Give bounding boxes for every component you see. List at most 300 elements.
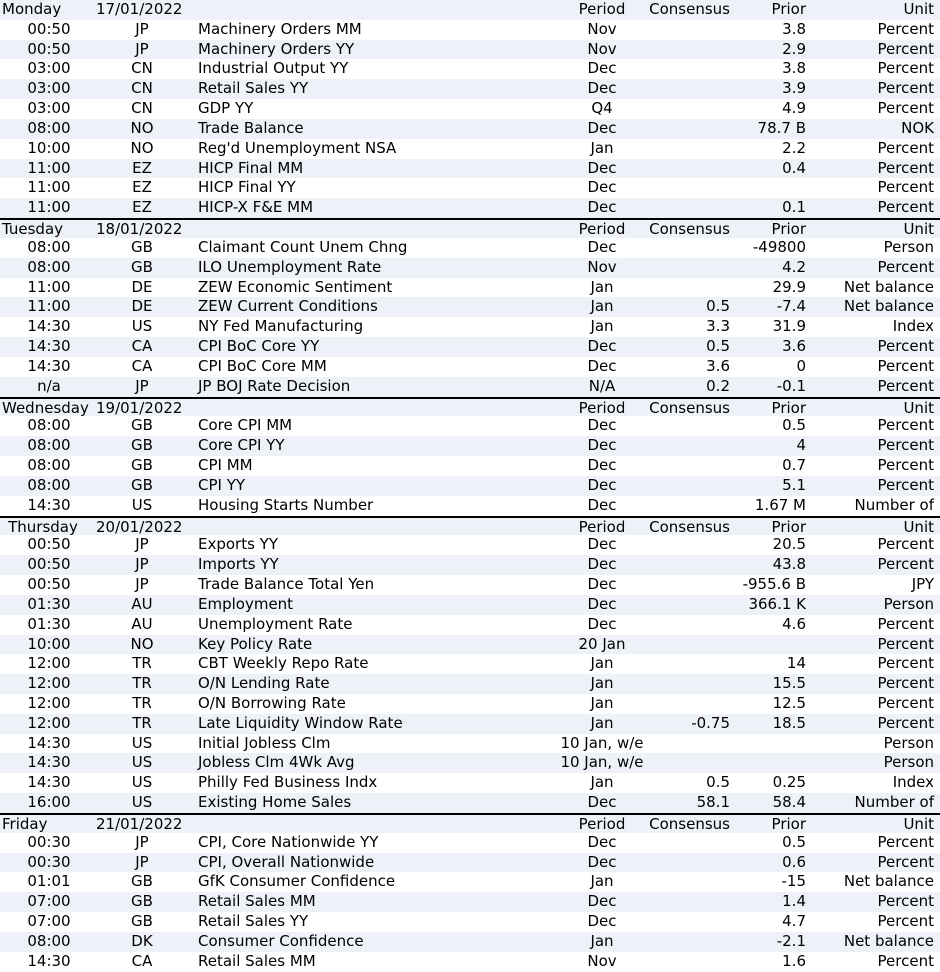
unit-value: Index [892,773,934,792]
table-row [0,575,940,595]
event-name: NY Fed Manufacturing [198,317,364,336]
unit-value: Net balance [843,297,934,316]
period-value: Jan [590,693,614,712]
unit-value: Percent [877,892,934,911]
prior-value: 4.7 [782,912,806,931]
day-header-row [0,397,940,417]
country-code: TR [132,713,152,732]
unit-value: Index [892,317,934,336]
prior-value: 0.4 [782,158,806,177]
unit-value: Percent [877,257,934,276]
period-column-header: Period [578,398,626,417]
release-time: 00:50 [27,555,71,574]
event-name: CPI, Core Nationwide YY [198,832,379,851]
prior-value: 0.6 [782,852,806,871]
country-code: GB [131,475,153,494]
country-code: US [131,793,153,812]
table-row [0,238,940,258]
table-row [0,932,940,952]
prior-value: 18.5 [772,713,806,732]
event-name: Retail Sales YY [198,912,309,931]
release-time: 10:00 [27,138,71,157]
prior-value: -955.6 B [742,575,806,594]
period-value: Dec [587,852,617,871]
prior-value: 15.5 [772,674,806,693]
event-name: Exports YY [198,535,279,554]
period-value: Dec [587,535,617,554]
release-time: 11:00 [27,297,71,316]
unit-value: Percent [877,614,934,633]
event-name: ILO Unemployment Rate [198,257,382,276]
consensus-value: 0.5 [706,773,730,792]
table-row [0,297,940,317]
country-code: TR [132,674,152,693]
unit-value: Percent [877,39,934,58]
table-row [0,773,940,793]
prior-value: -7.4 [776,297,806,316]
release-time: 14:30 [27,356,71,375]
period-value: Dec [587,198,617,217]
release-time: 00:50 [27,535,71,554]
country-code: CA [131,356,153,375]
country-code: CA [131,337,153,356]
table-row [0,654,940,674]
prior-value: 1.4 [782,892,806,911]
country-code: JP [135,39,149,58]
table-row [0,40,940,60]
unit-value: Person [883,237,934,256]
day-date: 19/01/2022 [96,398,183,417]
prior-value: 1.6 [782,951,806,970]
period-column-header: Period [578,814,626,833]
release-time: 08:00 [27,456,71,475]
prior-value: 0.25 [772,773,806,792]
consensus-column-header: Consensus [649,0,730,18]
unit-column-header: Unit [903,0,934,18]
event-name: Key Policy Rate [198,634,313,653]
event-name: CPI MM [198,456,253,475]
event-name: CBT Weekly Repo Rate [198,654,369,673]
unit-value: Percent [877,198,934,217]
prior-value: 0.7 [782,456,806,475]
prior-value: 0.5 [782,832,806,851]
table-row [0,317,940,337]
prior-value: 78.7 B [757,118,806,137]
table-row [0,139,940,159]
unit-value: Percent [877,832,934,851]
prior-value: 366.1 K [748,594,806,613]
country-code: EZ [132,158,152,177]
country-code: EZ [132,198,152,217]
event-name: HICP Final MM [198,158,304,177]
consensus-column-header: Consensus [649,398,730,417]
event-name: GfK Consumer Confidence [198,872,396,891]
release-time: 12:00 [27,674,71,693]
unit-value: Net balance [843,277,934,296]
period-value: Dec [587,79,617,98]
consensus-column-header: Consensus [649,814,730,833]
country-code: NO [130,118,154,137]
release-time: 08:00 [27,931,71,950]
event-name: O/N Borrowing Rate [198,693,346,712]
country-code: AU [131,614,153,633]
unit-value: Percent [877,59,934,78]
day-date: 17/01/2022 [96,0,183,18]
consensus-value: -0.75 [691,713,730,732]
period-value: Q4 [591,99,613,118]
event-name: Consumer Confidence [198,931,364,950]
country-code: GB [131,416,153,435]
prior-value: 2.9 [782,39,806,58]
unit-value: Percent [877,912,934,931]
period-value: Dec [587,912,617,931]
event-name: Housing Starts Number [198,495,374,514]
event-name: Initial Jobless Clm [198,733,331,752]
table-row [0,357,940,377]
consensus-value: 58.1 [696,793,730,812]
period-column-header: Period [578,220,626,239]
release-time: 11:00 [27,198,71,217]
release-time: 01:01 [27,872,71,891]
release-time: 01:30 [27,594,71,613]
prior-value: -15 [781,872,806,891]
period-value: Dec [587,59,617,78]
prior-value: 31.9 [772,317,806,336]
unit-value: Percent [877,178,934,197]
country-code: DE [131,297,153,316]
release-time: 12:00 [27,693,71,712]
period-value: Dec [587,555,617,574]
event-name: ZEW Current Conditions [198,297,378,316]
consensus-value: 0.5 [706,297,730,316]
country-code: AU [131,594,153,613]
day-header-row [0,516,940,536]
prior-value: 12.5 [772,693,806,712]
period-value: 10 Jan, w/e [560,733,644,752]
event-name: Existing Home Sales [198,793,352,812]
table-row [0,198,940,218]
period-value: Dec [587,575,617,594]
table-row [0,416,940,436]
table-row [0,912,940,932]
event-name: CPI, Overall Nationwide [198,852,375,871]
prior-column-header: Prior [771,517,806,536]
release-time: 14:30 [27,773,71,792]
prior-value: 58.4 [772,793,806,812]
prior-value: 4.6 [782,614,806,633]
consensus-value: 3.6 [706,356,730,375]
release-time: 12:00 [27,654,71,673]
table-row [0,595,940,615]
unit-value: Percent [877,436,934,455]
unit-value: Percent [877,654,934,673]
country-code: US [131,773,153,792]
day-header-row [0,0,940,20]
consensus-value: 0.5 [706,337,730,356]
unit-value: Percent [877,713,934,732]
period-value: Dec [587,793,617,812]
country-code: CN [131,99,153,118]
table-row [0,853,940,873]
prior-value: 29.9 [772,277,806,296]
release-time: 03:00 [27,99,71,118]
unit-value: Percent [877,337,934,356]
day-name: Thursday [8,517,78,536]
release-time: 08:00 [27,416,71,435]
country-code: GB [131,892,153,911]
unit-value: Net balance [843,931,934,950]
period-value: Dec [587,456,617,475]
period-value: Nov [587,257,617,276]
period-value: Dec [587,892,617,911]
table-row [0,496,940,516]
release-time: 14:30 [27,733,71,752]
period-value: Dec [587,475,617,494]
release-time: 14:30 [27,337,71,356]
country-code: JP [135,832,149,851]
period-value: Nov [587,19,617,38]
prior-column-header: Prior [771,814,806,833]
country-code: GB [131,872,153,891]
table-row [0,753,940,773]
country-code: JP [135,555,149,574]
unit-value: NOK [901,118,934,137]
event-name: Core CPI MM [198,416,293,435]
unit-value: JPY [911,575,934,594]
table-row [0,159,940,179]
country-code: JP [135,19,149,38]
period-value: Jan [590,773,614,792]
unit-column-header: Unit [903,220,934,239]
prior-value: -49800 [752,237,806,256]
period-value: Dec [587,594,617,613]
table-row [0,952,940,972]
unit-value: Percent [877,555,934,574]
unit-value: Number of [854,793,934,812]
event-name: Retail Sales MM [198,892,316,911]
table-row [0,476,940,496]
unit-value: Percent [877,693,934,712]
period-value: Jan [590,317,614,336]
prior-value: 3.9 [782,79,806,98]
country-code: NO [130,634,154,653]
event-name: Retail Sales MM [198,951,316,970]
country-code: CN [131,79,153,98]
prior-value: 43.8 [772,555,806,574]
release-time: 08:00 [27,257,71,276]
period-column-header: Period [578,517,626,536]
prior-value: 20.5 [772,535,806,554]
unit-value: Percent [877,19,934,38]
event-name: JP BOJ Rate Decision [198,376,351,395]
day-name: Friday [2,814,48,833]
event-name: Late Liquidity Window Rate [198,713,403,732]
period-value: Jan [590,931,614,950]
country-code: NO [130,138,154,157]
unit-value: Percent [877,138,934,157]
release-time: 10:00 [27,634,71,653]
unit-value: Percent [877,79,934,98]
prior-value: 3.6 [782,337,806,356]
prior-value: 2.2 [782,138,806,157]
event-name: Imports YY [198,555,279,574]
period-value: Dec [587,337,617,356]
country-code: US [131,495,153,514]
release-time: 08:00 [27,436,71,455]
table-row [0,555,940,575]
unit-column-header: Unit [903,814,934,833]
country-code: CA [131,951,153,970]
release-time: 11:00 [27,277,71,296]
release-time: 08:00 [27,237,71,256]
table-row [0,674,940,694]
event-name: Philly Fed Business Indx [198,773,378,792]
period-value: Jan [590,297,614,316]
table-row [0,337,940,357]
period-value: Dec [587,495,617,514]
country-code: CN [131,59,153,78]
table-row [0,535,940,555]
unit-value: Percent [877,535,934,554]
unit-value: Percent [877,99,934,118]
country-code: GB [131,436,153,455]
event-name: Unemployment Rate [198,614,353,633]
event-name: Machinery Orders YY [198,39,355,58]
event-name: Claimant Count Unem Chng [198,237,408,256]
release-time: 08:00 [27,118,71,137]
day-date: 18/01/2022 [96,220,183,239]
day-header-row [0,813,940,833]
prior-value: 5.1 [782,475,806,494]
period-value: Nov [587,951,617,970]
period-value: 10 Jan, w/e [560,753,644,772]
consensus-column-header: Consensus [649,220,730,239]
country-code: US [131,733,153,752]
release-time: 11:00 [27,178,71,197]
unit-value: Net balance [843,872,934,891]
country-code: EZ [132,178,152,197]
table-row [0,694,940,714]
period-value: Dec [587,178,617,197]
prior-value: 3.8 [782,19,806,38]
prior-value: 3.8 [782,59,806,78]
country-code: DE [131,277,153,296]
table-row [0,892,940,912]
period-value: Jan [590,872,614,891]
period-value: Dec [587,832,617,851]
event-name: Employment [198,594,294,613]
table-row [0,615,940,635]
unit-value: Percent [877,456,934,475]
release-time: 14:30 [27,495,71,514]
event-name: CPI BoC Core YY [198,337,320,356]
table-row [0,734,940,754]
day-date: 21/01/2022 [96,814,183,833]
unit-value: Percent [877,416,934,435]
period-column-header: Period [578,0,626,18]
event-name: CPI YY [198,475,246,494]
table-row [0,377,940,397]
day-name: Wednesday [2,398,89,417]
unit-value: Person [883,733,934,752]
release-time: 08:00 [27,475,71,494]
table-row [0,436,940,456]
unit-value: Number of [854,495,934,514]
country-code: GB [131,237,153,256]
release-time: 00:30 [27,832,71,851]
day-name: Monday [2,0,62,18]
table-row [0,178,940,198]
table-row [0,59,940,79]
prior-value: 0 [796,356,806,375]
unit-column-header: Unit [903,517,934,536]
country-code: GB [131,912,153,931]
release-time: 14:30 [27,951,71,970]
prior-value: -2.1 [776,931,806,950]
release-time: 00:50 [27,39,71,58]
release-time: 16:00 [27,793,71,812]
release-time: n/a [37,376,61,395]
table-row [0,20,940,40]
event-name: Industrial Output YY [198,59,349,78]
event-name: HICP Final YY [198,178,296,197]
release-time: 01:30 [27,614,71,633]
unit-value: Percent [877,634,934,653]
country-code: GB [131,257,153,276]
period-value: Dec [587,158,617,177]
release-time: 03:00 [27,79,71,98]
unit-column-header: Unit [903,398,934,417]
day-date: 20/01/2022 [96,517,183,536]
country-code: JP [135,535,149,554]
period-value: Jan [590,713,614,732]
period-value: Jan [590,277,614,296]
release-time: 07:00 [27,892,71,911]
release-time: 03:00 [27,59,71,78]
release-time: 00:50 [27,575,71,594]
table-row [0,99,940,119]
release-time: 14:30 [27,317,71,336]
prior-value: -0.1 [776,376,806,395]
unit-value: Percent [877,158,934,177]
prior-value: 1.67 M [754,495,806,514]
prior-value: 0.1 [782,198,806,217]
unit-value: Percent [877,356,934,375]
event-name: Jobless Clm 4Wk Avg [198,753,355,772]
period-value: Jan [590,138,614,157]
release-time: 12:00 [27,713,71,732]
period-value: Dec [587,416,617,435]
period-value: Dec [587,614,617,633]
period-value: Nov [587,39,617,58]
prior-value: 0.5 [782,416,806,435]
period-value: Dec [587,356,617,375]
event-name: Trade Balance [198,118,304,137]
prior-column-header: Prior [771,0,806,18]
release-time: 00:50 [27,19,71,38]
country-code: GB [131,456,153,475]
period-value: N/A [588,376,616,395]
period-value: Jan [590,654,614,673]
event-name: ZEW Economic Sentiment [198,277,393,296]
consensus-column-header: Consensus [649,517,730,536]
country-code: JP [135,376,149,395]
unit-value: Percent [877,376,934,395]
event-name: GDP YY [198,99,254,118]
country-code: TR [132,693,152,712]
day-name: Tuesday [2,220,64,239]
table-row [0,79,940,99]
